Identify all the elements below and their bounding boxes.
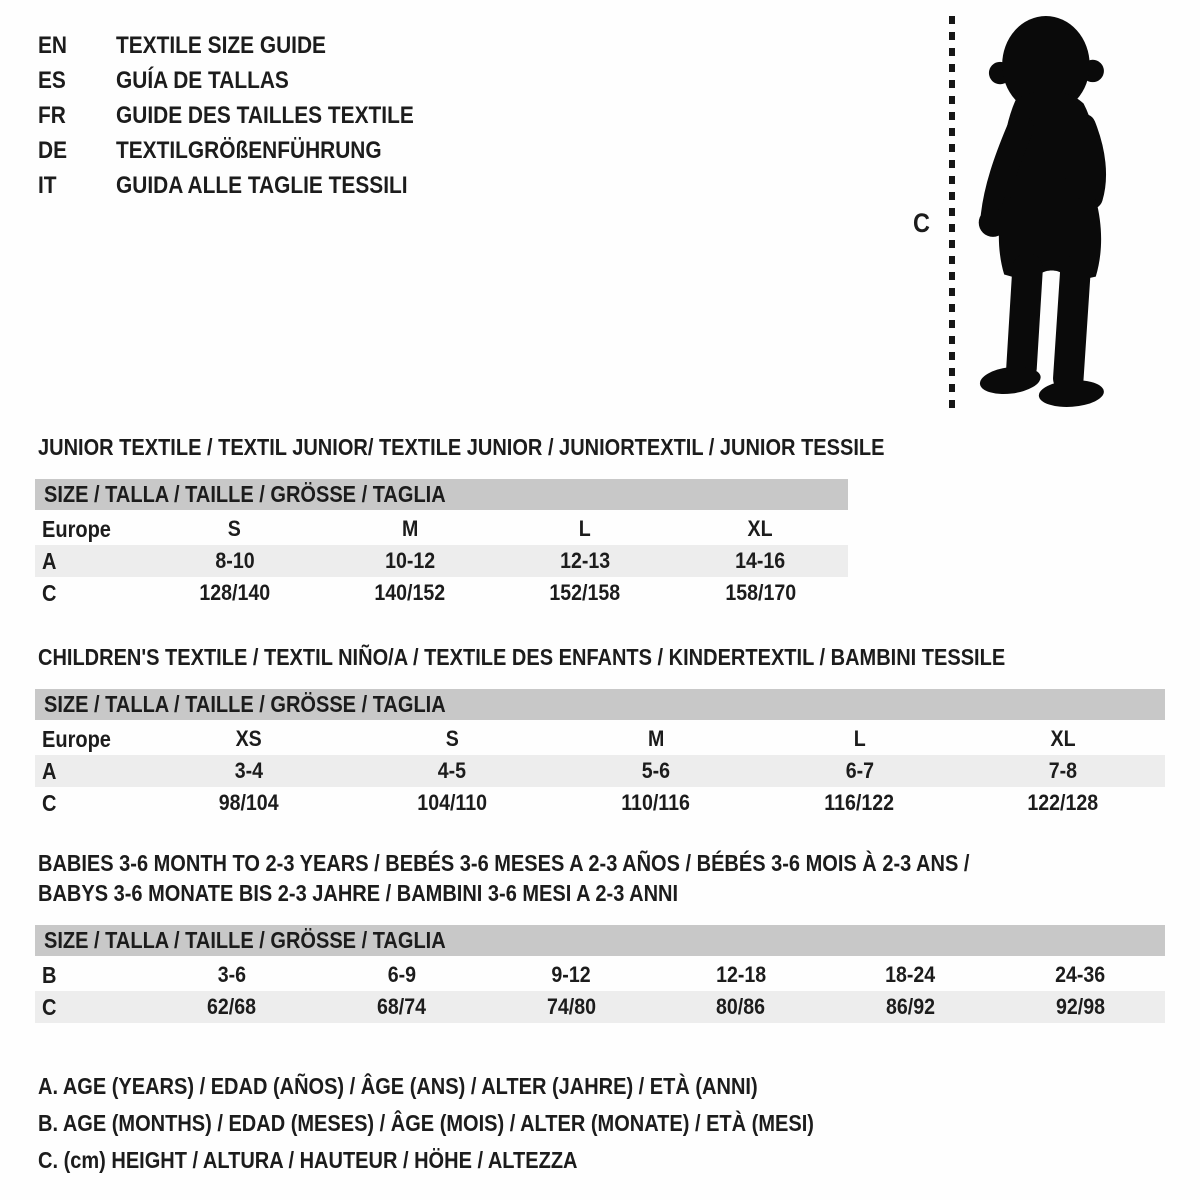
table-cell: 110/116: [621, 790, 691, 815]
table-row: [35, 577, 848, 609]
table-cell: 152/158: [549, 580, 621, 605]
legend-line-a: A. AGE (YEARS) / EDAD (AÑOS) / ÂGE (ANS) / ALTER (JAHRE) / ETÀ (ANNI): [38, 1073, 758, 1099]
babies-size-table: [35, 959, 1165, 1023]
table-cell: 5-6: [641, 758, 671, 783]
height-dashed-line: [949, 16, 955, 416]
size-header-bar: SIZE / TALLA / TAILLE / GRÖSSE / TAGLIA: [35, 925, 1165, 956]
table-cell: 74/80: [546, 994, 596, 1019]
language-row-it: [38, 168, 458, 203]
section-children-textile: [35, 642, 1165, 819]
table-cell: 4-5: [438, 758, 467, 783]
row-label: A: [42, 757, 57, 784]
table-cell: 104/110: [417, 790, 488, 815]
table-row: [35, 959, 1165, 991]
language-code: EN: [38, 32, 68, 59]
legend-line-c: C. (cm) HEIGHT / ALTURA / HAUTEUR / HÖHE / ALTEZZA: [38, 1147, 578, 1173]
table-cell: 92/98: [1055, 994, 1105, 1019]
table-cell: 6-7: [845, 758, 874, 783]
table-row: [35, 545, 848, 577]
height-measure-figure: [905, 8, 1185, 423]
language-label: GUÍA DE TALLAS: [116, 67, 289, 94]
table-cell: 122/128: [1027, 790, 1099, 815]
table-cell: S: [228, 516, 242, 541]
language-label: TEXTILGRÖßENFÜHRUNG: [116, 137, 382, 164]
table-cell: S: [445, 726, 459, 751]
size-header-bar: SIZE / TALLA / TAILLE / GRÖSSE / TAGLIA: [35, 479, 848, 510]
table-cell: 62/68: [207, 994, 257, 1019]
language-row-fr: [38, 98, 458, 133]
legend: [38, 1068, 930, 1179]
table-cell: 7-8: [1049, 758, 1078, 783]
table-cell: 80/86: [716, 994, 766, 1019]
row-label: A: [42, 547, 57, 574]
height-measure-label: C: [913, 208, 930, 238]
language-label: GUIDA ALLE TAGLIE TESSILI: [116, 172, 408, 199]
table-cell: XL: [747, 516, 773, 541]
table-cell: 10-12: [384, 548, 435, 573]
table-row: [35, 513, 848, 545]
table-cell: M: [647, 726, 665, 751]
table-cell: 158/170: [724, 580, 796, 605]
table-cell: 12-13: [560, 548, 611, 573]
table-row: [35, 991, 1165, 1023]
children-size-table: [35, 723, 1165, 819]
table-cell: 24-36: [1055, 962, 1106, 987]
table-row: [35, 723, 1165, 755]
table-cell: 3-4: [234, 758, 263, 783]
table-cell: 18-24: [885, 962, 936, 987]
language-code: IT: [38, 172, 57, 199]
table-cell: 12-18: [715, 962, 766, 987]
language-label: GUIDE DES TAILLES TEXTILE: [116, 102, 414, 129]
table-cell: 140/152: [374, 580, 446, 605]
table-cell: 3-6: [217, 962, 246, 987]
language-code: ES: [38, 67, 66, 94]
language-row-en: [38, 28, 458, 63]
table-cell: 14-16: [735, 548, 786, 573]
language-code: DE: [38, 137, 68, 164]
legend-line-b: B. AGE (MONTHS) / EDAD (MESES) / ÂGE (MOIS) / ALTER (MONATE) / ETÀ (MESI): [38, 1110, 814, 1136]
toddler-silhouette-icon: [967, 14, 1135, 416]
table-cell: 98/104: [218, 790, 279, 815]
row-label: C: [42, 579, 57, 606]
table-cell: L: [853, 726, 866, 751]
row-label: Europe: [42, 725, 111, 752]
section-title: JUNIOR TEXTILE / TEXTIL JUNIOR/ TEXTILE JUNIOR / JUNIORTEXTIL / JUNIOR TESSILE: [38, 434, 885, 460]
section-babies-textile: [35, 848, 1165, 1023]
table-cell: 86/92: [885, 994, 935, 1019]
table-row: [35, 755, 1165, 787]
row-label: C: [42, 789, 57, 816]
table-cell: 9-12: [551, 962, 591, 987]
table-cell: 68/74: [376, 994, 426, 1019]
section-junior-textile: [35, 432, 885, 609]
row-label: B: [42, 961, 57, 988]
junior-size-table: [35, 513, 848, 609]
language-row-de: [38, 133, 458, 168]
table-cell: L: [579, 516, 592, 541]
table-cell: 128/140: [199, 580, 271, 605]
table-cell: 116/122: [824, 790, 895, 815]
section-title: CHILDREN'S TEXTILE / TEXTIL NIÑO/A / TEXTILE DES ENFANTS / KINDERTEXTIL / BAMBINI TESSILE: [38, 644, 1006, 670]
table-row: [35, 787, 1165, 819]
table-cell: M: [401, 516, 419, 541]
row-label: C: [42, 993, 57, 1020]
table-cell: 6-9: [387, 962, 416, 987]
table-cell: XS: [235, 726, 262, 751]
language-list: [38, 28, 458, 203]
size-header-bar: SIZE / TALLA / TAILLE / GRÖSSE / TAGLIA: [35, 689, 1165, 720]
row-label: Europe: [42, 515, 111, 542]
language-row-es: [38, 63, 458, 98]
language-code: FR: [38, 102, 66, 129]
language-label: TEXTILE SIZE GUIDE: [116, 32, 326, 59]
table-cell: XL: [1050, 726, 1076, 751]
section-title: BABIES 3-6 MONTH TO 2-3 YEARS / BEBÉS 3-6 MESES A 2-3 AÑOS / BÉBÉS 3-6 MOIS À 2-3 ANS / BABYS 3-6 MONATE BIS 2-3 JAHRE / BAMBINI 3-6 MESI A 2-3 ANNI: [38, 850, 970, 906]
table-cell: 8-10: [215, 548, 255, 573]
